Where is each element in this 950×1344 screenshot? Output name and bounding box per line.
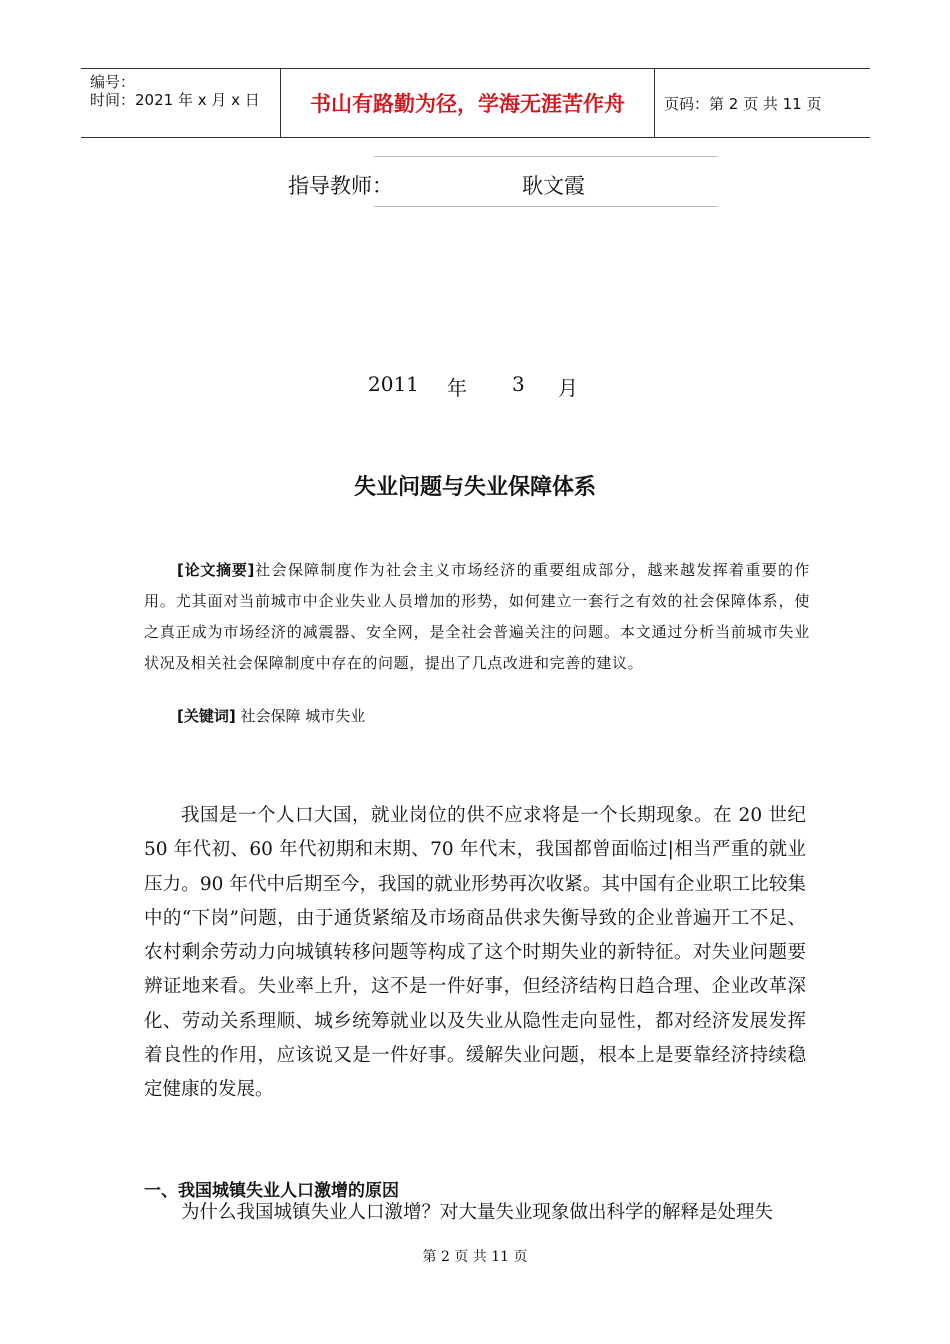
abstract-paragraph bbox=[144, 555, 810, 679]
header-page-code: 页码：第 2 页 共 11 页 bbox=[664, 94, 822, 113]
section-heading: 一、我国城镇失业人口激增的原因 bbox=[144, 1181, 399, 1201]
header-table bbox=[81, 68, 870, 138]
doc-time-label: 时间：2021 年 x 月 x 日 bbox=[90, 91, 260, 109]
keywords-text: 社会保障 城市失业 bbox=[240, 707, 366, 725]
date-month-unit: 月 bbox=[558, 376, 578, 400]
date-year: 2011 bbox=[368, 372, 419, 396]
advisor-top-rule bbox=[374, 156, 718, 157]
header-meta-cell bbox=[81, 69, 281, 137]
header-page-cell bbox=[655, 69, 870, 137]
keywords-tag: [关键词] bbox=[177, 707, 236, 725]
date-year-unit: 年 bbox=[447, 376, 467, 400]
advisor-label: 指导教师： bbox=[288, 174, 393, 198]
page-footer: 第 2 页 共 11 页 bbox=[422, 1249, 528, 1265]
abstract-text: 社会保障制度作为社会主义市场经济的重要组成部分，越来越发挥着重要的作用。尤其面对当前城市中企业失业人员增加的形势，如何建立一套行之有效的社会保障体系，使之真正成为市场经济的减震器、安全网，是全社会普遍关注的问题。本文通过分析当前城市失业状况及相关社会保障制度中存在的问题，提出了几点改进和完善的建议。 bbox=[144, 561, 810, 672]
advisor-bottom-rule bbox=[374, 206, 718, 207]
document-title: 失业问题与失业保障体系 bbox=[353, 475, 596, 500]
section-paragraph: 为什么我国城镇失业人口激增？对大量失业现象做出科学的解释是处理失 bbox=[181, 1202, 774, 1223]
date-month: 3 bbox=[512, 372, 525, 396]
abstract-tag: [论文摘要] bbox=[177, 561, 255, 579]
body-paragraph: 我国是一个人口大国，就业岗位的供不应求将是一个长期现象。在 20 世纪 50 年代初、60 年代初期和末期、70 年代末，我国都曾面临过|相当严重的就业压力。90 年代中后期至今，我国的就业形势再次收紧。其中国有企业职工比较集中的“下岗”问题，由于通货紧缩及市场商品供求失衡导致的企业普遍开工不足、农村剩余劳动力向城镇转移问题等构成了这个时期失业的新特征。对失业问题要辨证地来看。失业率上升，这不是一件好事，但经济结构日趋合理、企业改革深化、劳动关系理顺、城乡统筹就业以及失业从隐性走向显性，都对经济发展发挥着良性的作用，应该说又是一件好事。缓解失业问题，根本上是要靠经济持续稳定健康的发展。 bbox=[144, 805, 806, 1101]
keywords-line bbox=[177, 703, 365, 729]
advisor-name: 耿文霞 bbox=[522, 174, 585, 198]
header-slogan-cell bbox=[281, 69, 655, 137]
header-slogan: 书山有路勤为径，学海无涯苦作舟 bbox=[310, 92, 625, 116]
doc-number-label: 编号： bbox=[90, 73, 136, 91]
